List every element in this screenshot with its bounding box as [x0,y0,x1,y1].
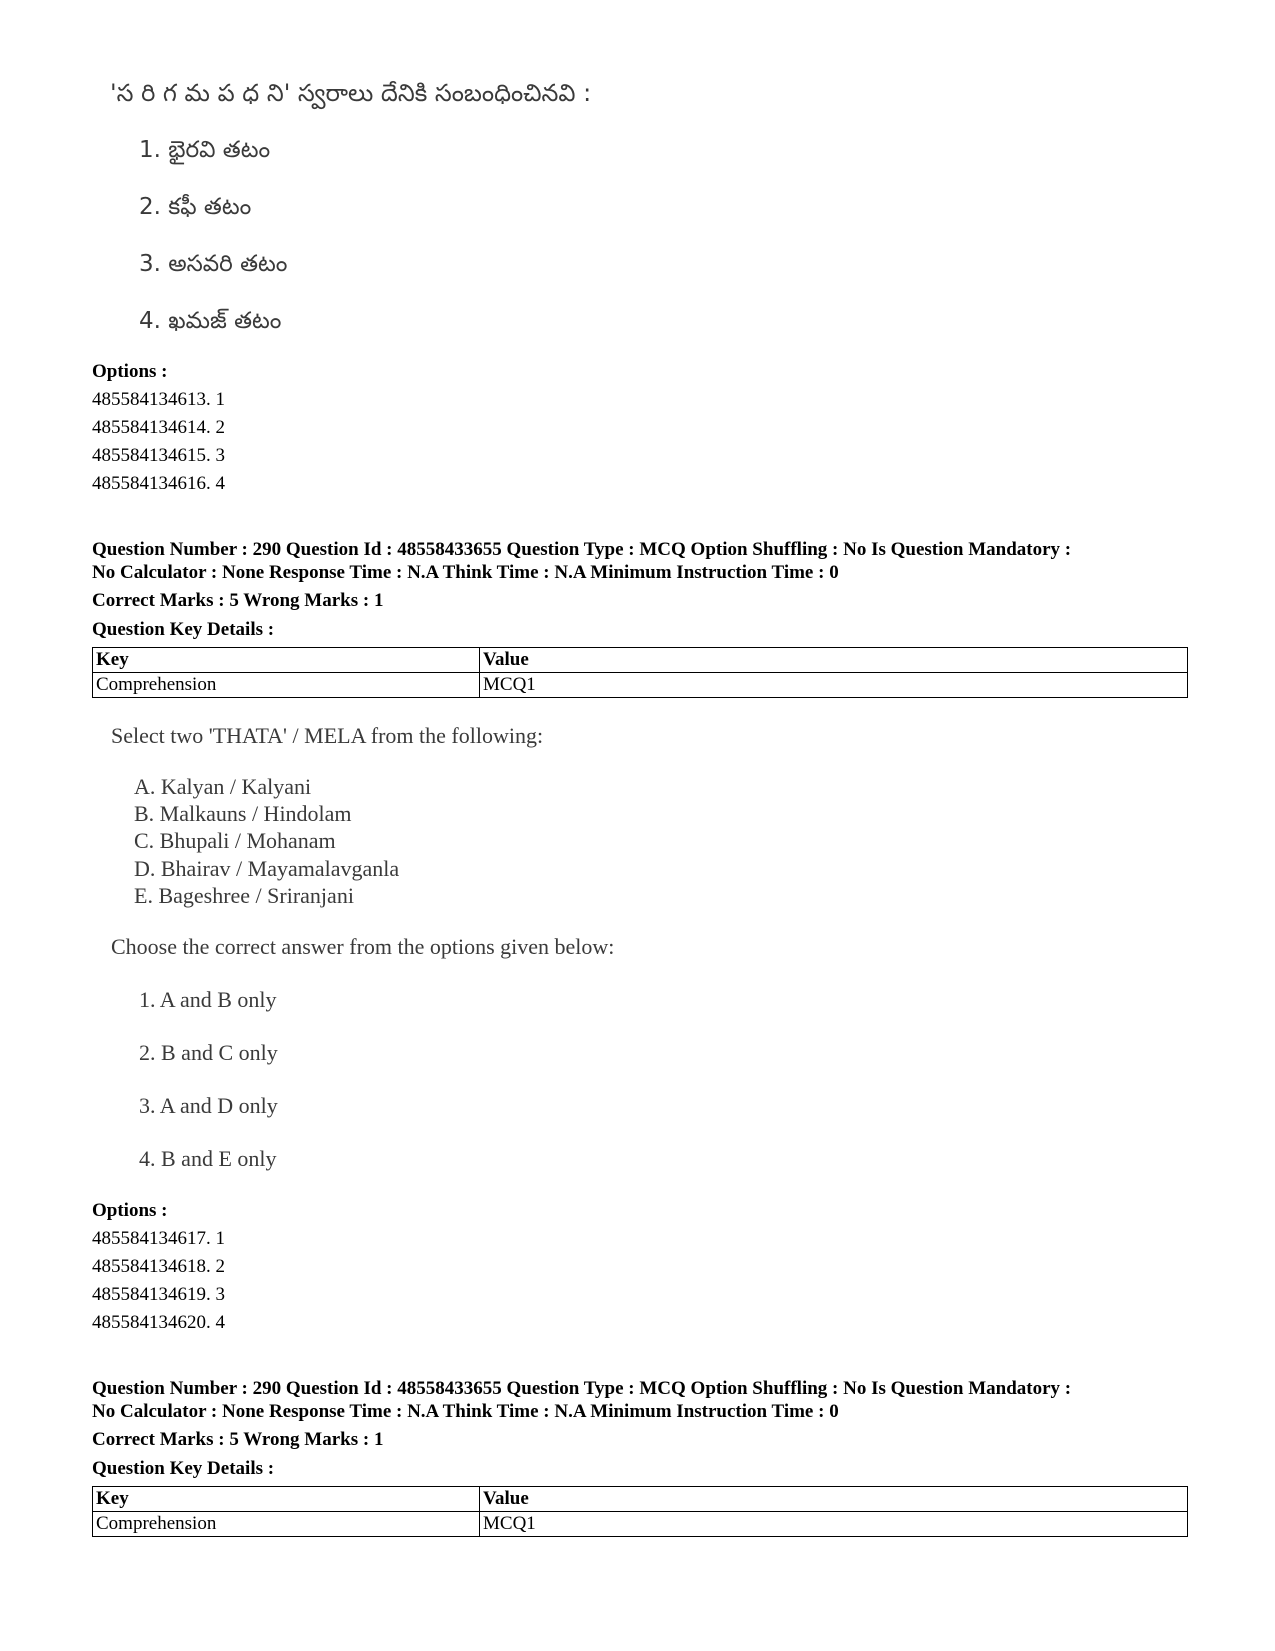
question-text: Select two 'THATA' / MELA from the following: [111,723,544,748]
choice-item: 4. B and E only [139,1146,277,1171]
choice-item: 2. B and C only [139,1040,278,1065]
table-cell-key: Comprehension [93,673,480,698]
question-text: 'స రి గ మ ప ధ ని' స్వరాలు దేనికి సంబంధించినవి : [110,79,592,107]
table-header-key: Key [93,1487,480,1512]
table-header-key: Key [93,648,480,673]
table-header-value: Value [480,648,1188,673]
choice-item: 1. భైరవి తటం [139,137,271,163]
option-item: 485584134619. 3 [92,1284,225,1305]
marks-line: Correct Marks : 5 Wrong Marks : 1 [92,590,384,611]
key-details-table [92,1486,1188,1537]
option-item: 485584134615. 3 [92,445,225,466]
choice-item: 3. A and D only [139,1093,278,1118]
question-meta-line: Question Number : 290 Question Id : 48558433655 Question Type : MCQ Option Shuffling : No Is Question Mandatory : [92,539,1072,560]
table-header-value: Value [480,1487,1188,1512]
choice-item: 2. కఫీ తటం [139,194,252,220]
choice-item: 4. ఖమజ్ తటం [139,308,282,334]
list-item: A. Kalyan / Kalyani [134,774,312,799]
option-item: 485584134616. 4 [92,473,225,494]
question-meta-line: Question Number : 290 Question Id : 48558433655 Question Type : MCQ Option Shuffling : No Is Question Mandatory : [92,1378,1072,1399]
list-item: C. Bhupali / Mohanam [134,828,336,853]
list-item: D. Bhairav / Mayamalavganla [134,856,400,881]
key-details-heading: Question Key Details : [92,1458,275,1479]
list-item: E. Bageshree / Sriranjani [134,883,354,908]
option-item: 485584134617. 1 [92,1228,225,1249]
instruction-text: Choose the correct answer from the options given below: [111,934,615,959]
table-row [93,1512,1188,1537]
option-item: 485584134620. 4 [92,1312,225,1333]
key-details-table [92,647,1188,698]
option-item: 485584134614. 2 [92,417,225,438]
options-heading: Options : [92,1200,168,1221]
marks-line: Correct Marks : 5 Wrong Marks : 1 [92,1429,384,1450]
option-item: 485584134618. 2 [92,1256,225,1277]
table-cell-value: MCQ1 [480,1512,1188,1537]
option-item: 485584134613. 1 [92,389,225,410]
choice-item: 1. A and B only [139,987,277,1012]
list-item: B. Malkauns / Hindolam [134,801,352,826]
table-row [93,673,1188,698]
question-meta-line: No Calculator : None Response Time : N.A Think Time : N.A Minimum Instruction Time : 0 [92,1401,839,1422]
key-details-heading: Question Key Details : [92,619,275,640]
table-cell-key: Comprehension [93,1512,480,1537]
question-meta-line: No Calculator : None Response Time : N.A Think Time : N.A Minimum Instruction Time : 0 [92,562,839,583]
table-header-row [93,1487,1188,1512]
table-header-row [93,648,1188,673]
table-cell-value: MCQ1 [480,673,1188,698]
options-heading: Options : [92,361,168,382]
choice-item: 3. అసవరి తటం [139,251,288,277]
